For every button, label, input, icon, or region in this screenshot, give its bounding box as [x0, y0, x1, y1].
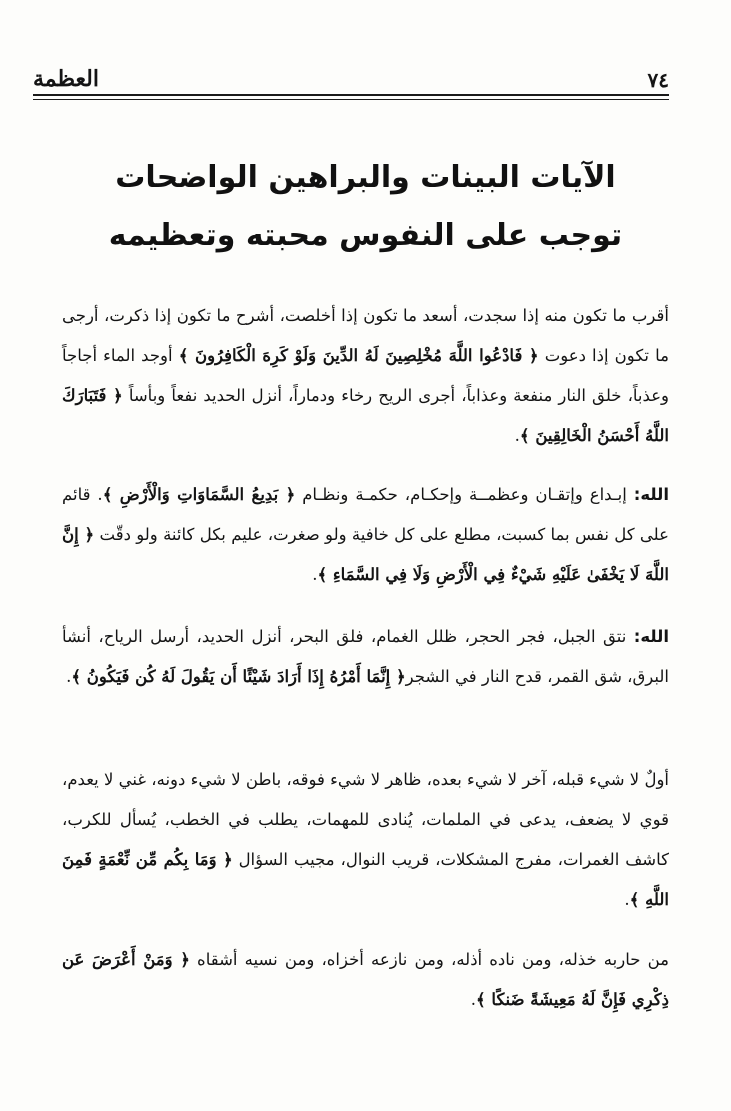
paragraph-text: . — [624, 890, 630, 909]
paragraph-5 — [62, 940, 669, 1020]
header-rule-thick — [33, 94, 669, 96]
page-number: ٧٤ — [647, 68, 669, 92]
paragraph-1 — [62, 296, 669, 456]
quran-verse: ﴿ فَتَبَارَكَ اللَّهُ أَحْسَنُ الْخَالِقِينَ ﴾ — [62, 386, 669, 445]
quran-verse: ﴿ فَادْعُوا اللَّهَ مُخْلِصِينَ لَهُ الدِّينَ وَلَوْ كَرِهَ الْكَافِرُونَ ﴾ — [178, 346, 539, 365]
paragraph-text: أقرب ما تكون منه إذا سجدت، أسعد ما تكون إذا أخلصت، أشرح ما تكون إذا ذكرت، أرجى ما تكون إذا دعوت — [62, 306, 669, 365]
quran-verse: ﴿ إِنَّمَا أَمْرُهُ إِذَا أَرَادَ شَيْئًا أَن يَقُولَ لَهُ كُن فَيَكُونُ ﴾ — [71, 667, 406, 686]
paragraph-text: أوجد الماء أجاجاً وعذباً، خلق النار منفعة وعذاباً، أجرى الريح رخاء ودماراً، أنزل الحديد نفعاً وبأساً — [62, 346, 670, 405]
quran-verse: ﴿ وَمَنْ أَعْرَضَ عَن ذِكْرِي فَإِنَّ لَهُ مَعِيشَةً ضَنكًا ﴾ — [62, 950, 669, 1009]
paragraph-text: . — [312, 565, 318, 584]
paragraph-lead: الله: — [633, 627, 669, 646]
running-title: العظمة — [33, 66, 99, 92]
paragraph-text: من حاربه خذله، ومن ناده أذله، ومن نازعه أخزاه، ومن نسيه أشقاه — [189, 950, 669, 969]
paragraph-2 — [62, 475, 669, 595]
quran-verse: ﴿ إِنَّ اللَّهَ لَا يَخْفَىٰ عَلَيْهِ شَيْءٌ فِي الْأَرْضِ وَلَا فِي السَّمَاءِ ﴾ — [62, 525, 669, 584]
header-rule-thin — [33, 99, 669, 100]
paragraph-3 — [62, 617, 669, 697]
paragraph-text: إبـداع وإتقـان وعظمــة وإحكـام، حكمـة ونظـام — [295, 485, 634, 504]
quran-verse: ﴿ وَمَا بِكُم مِّن نِّعْمَةٍ فَمِنَ اللَّهِ ﴾ — [62, 850, 669, 909]
page-header — [33, 56, 669, 92]
section-title-line-1: الآيات البينات والبراهين الواضحات — [115, 160, 616, 195]
paragraph-text: . قائم على كل نفس بما كسبت، مطلع على كل خافية ولو صغرت، عليم بكل كائنة ولو دقّت — [62, 485, 669, 544]
paragraph-text: أولٌ لا شيء قبله، آخر لا شيء بعده، ظاهر لا شيء فوقه، باطن لا شيء دونه، غني لا يعدم، قوي لا يضعف، يدعى في الملمات، يُنادى للمهمات، يطلب في الخطب، يُسأل للكرب، كاشف الغمرات، مفرج المشكلات، قريب النوال، مجيب السؤال — [62, 770, 669, 869]
paragraph-text: . — [66, 667, 72, 686]
paragraph-text: نتق الجبل، فجر الحجر، ظلل الغمام، فلق البحر، أنزل الحديد، أرسل الرياح، أنشأ البرق، شق القمر، قدح النار في الشجر — [62, 627, 669, 686]
section-title-line-2: توجب على النفوس محبته وتعظيمه — [108, 218, 623, 253]
paragraph-text: . — [514, 426, 520, 445]
paragraph-4 — [62, 760, 669, 920]
paragraph-lead: الله: — [633, 485, 669, 504]
quran-verse: ﴿ بَدِيعُ السَّمَاوَاتِ وَالْأَرْضِ ﴾ — [102, 485, 296, 504]
paragraph-text: . — [470, 990, 476, 1009]
